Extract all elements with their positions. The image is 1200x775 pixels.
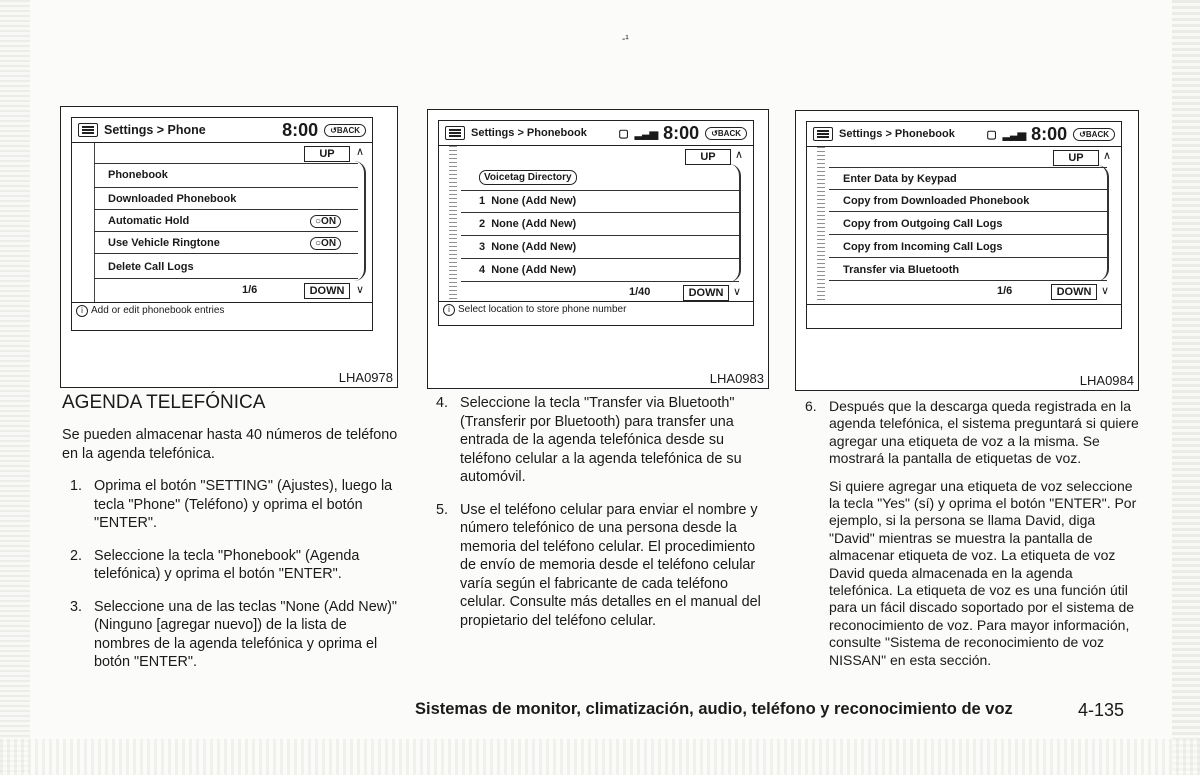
step-text: Oprima el botón "SETTING" (Ajustes), luego la tecla "Phone" (Teléfono) y oprima el botón "ENTER". (94, 478, 393, 531)
down-arrow-icon[interactable]: ∨ (1101, 285, 1110, 297)
step-5 (436, 501, 768, 631)
down-arrow-icon[interactable]: ∨ (733, 286, 742, 298)
signal-icon: ▂▃▅ (634, 127, 658, 140)
divider (461, 190, 739, 191)
toggle-label: ON (321, 238, 337, 249)
scrollbar[interactable] (354, 161, 366, 281)
page-indicator: 1/40 (629, 286, 651, 298)
step-number: 1. (70, 478, 83, 494)
step-text: Seleccione la tecla "Phonebook" (Agenda telefónica) y oprima el botón "ENTER". (94, 547, 360, 582)
step-1 (62, 477, 398, 533)
divider (829, 280, 1107, 281)
menu-item-copy-from-outgoing-call-logs[interactable]: Copy from Outgoing Call Logs (843, 218, 1003, 230)
signal-icon: ▂▃▅ (1002, 128, 1026, 141)
screen-phone-settings (71, 117, 373, 331)
menu-item-use-vehicle-ringtone[interactable]: Use Vehicle Ringtone (108, 237, 220, 249)
phone-icon: ▢ (986, 128, 997, 141)
step-number: 3. (70, 598, 83, 615)
toggle-label: ON (321, 216, 337, 227)
divider (94, 253, 358, 254)
menu-item-downloaded-phonebook[interactable]: Downloaded Phonebook (108, 193, 237, 205)
page-number: 4-135 (1078, 700, 1125, 720)
step-text: Después que la descarga queda registrada en la agenda telefónica, el sistema preguntará si quiere agregar una etiqueta de voz a la misma. Se mostrará la pantalla de etiquetas de voz. (829, 398, 1139, 467)
clock: 8:00 (663, 122, 700, 143)
menu-icon (445, 126, 465, 140)
scrollbar[interactable] (729, 164, 741, 282)
menu-item-delete-call-logs[interactable]: Delete Call Logs (108, 261, 194, 273)
hint-bar (807, 304, 1121, 329)
screen-header (72, 118, 372, 143)
screen-body (807, 147, 1121, 303)
page-footer-title: Sistemas de monitor, climatización, audio, teléfono y reconocimiento de voz (415, 700, 1013, 718)
figure-phone-settings (60, 106, 398, 388)
figure-phonebook-add (795, 110, 1139, 391)
page-indicator: 1/6 (997, 285, 1013, 297)
step-number: 6. (805, 398, 817, 414)
down-button[interactable]: DOWN (1051, 284, 1097, 300)
back-button[interactable]: ↺BACK (1073, 128, 1115, 141)
column-1-text (62, 426, 398, 672)
figure-id: LHA0978 (338, 370, 393, 385)
up-button[interactable]: UP (1053, 150, 1099, 166)
hint-bar (439, 301, 753, 318)
menu-item-automatic-hold[interactable]: Automatic Hold (108, 215, 190, 227)
phonebook-entry[interactable]: 4 None (Add New) (479, 264, 577, 276)
step-text: Seleccione la tecla "Transfer via Bluetooth" (Transferir por Bluetooth) para transfer una entrada de la agenda telefónica desde su teléfono celular a la agenda telefónica de su automóvil. (460, 395, 742, 485)
step-6 (805, 398, 1139, 468)
voicetag-directory-button[interactable]: Voicetag Directory (479, 170, 577, 185)
hint-bar (72, 302, 372, 319)
phonebook-entry[interactable]: 3 None (Add New) (479, 241, 577, 253)
breadcrumb: Settings > Phonebook (839, 128, 955, 140)
back-label: BACK (336, 125, 360, 135)
info-icon: i (443, 304, 455, 316)
clock: 8:00 (1031, 123, 1068, 144)
divider (94, 163, 358, 164)
clock: 8:00 (282, 119, 319, 140)
screen-header (807, 122, 1121, 147)
up-arrow-icon[interactable]: ∧ (356, 146, 365, 158)
phone-icon: ▢ (618, 127, 629, 140)
up-arrow-icon[interactable]: ∧ (735, 149, 744, 161)
phonebook-entry[interactable]: 1 None (Add New) (479, 195, 577, 207)
left-rail (449, 146, 457, 302)
divider (94, 231, 358, 232)
divider (829, 234, 1107, 235)
up-arrow-icon[interactable]: ∧ (1103, 150, 1112, 162)
left-rail (94, 143, 95, 303)
menu-item-copy-from-downloaded-phonebook[interactable]: Copy from Downloaded Phonebook (843, 195, 1030, 207)
figure-phonebook (427, 109, 769, 389)
divider (94, 187, 358, 188)
step-2 (62, 547, 398, 584)
menu-item-enter-data-by-keypad[interactable]: Enter Data by Keypad (843, 173, 957, 185)
divider (94, 209, 358, 210)
menu-icon (78, 123, 98, 137)
screen-phonebook (438, 120, 754, 326)
down-arrow-icon[interactable]: ∨ (356, 284, 365, 296)
back-label: BACK (717, 128, 741, 138)
screen-body (439, 146, 753, 302)
step-6-detail: Si quiere agregar una etiqueta de voz seleccione la tecla "Yes" (sí) y oprima el botón "ENTER". Por ejemplo, si la persona se llama David, diga "David" mientras se muestra la pantalla de almacenar etiqueta de voz. La etiqueta de voz David queda almacenada en la agenda telefónica. La etiqueta de voz es una función útil para un fácil discado soportado por el sistema de reconocimiento de voz. Para mayor información, consulte "Sistema de reconocimiento de voz NISSAN" en esta sección. (829, 477, 1137, 668)
step-text: Use el teléfono celular para enviar el nombre y número telefónico de una persona desde la memoria del teléfono celular. El procedimiento de envío de memoria desde el teléfono celular varía según el fabricante de cada teléfono celular. Consulte más detalles en el manual del propietario del teléfono celular. (460, 501, 761, 629)
left-rail (817, 147, 825, 303)
divider (461, 258, 739, 259)
page-indicator: 1/6 (242, 284, 258, 296)
scan-edge-right (1172, 0, 1200, 775)
section-title: AGENDA TELEFÓNICA (62, 392, 266, 413)
down-button[interactable]: DOWN (304, 283, 350, 299)
menu-item-transfer-via-bluetooth[interactable]: Transfer via Bluetooth (843, 264, 960, 276)
step-number: 4. (436, 395, 449, 411)
breadcrumb: Settings > Phonebook (471, 127, 587, 139)
screen-phonebook-add (806, 121, 1122, 329)
divider (461, 212, 739, 213)
scan-mark: -¹ (622, 34, 629, 45)
scrollbar[interactable] (1097, 165, 1109, 281)
automatic-hold-toggle[interactable]: ○ON (310, 215, 341, 228)
step-number: 2. (70, 547, 83, 564)
phonebook-entry[interactable]: 2 None (Add New) (479, 218, 577, 230)
intro-paragraph: Se pueden almacenar hasta 40 números de teléfono en la agenda telefónica. (62, 427, 398, 462)
menu-icon (813, 127, 833, 141)
hint-text: Add or edit phonebook entries (91, 305, 225, 316)
down-button[interactable]: DOWN (683, 285, 729, 301)
scan-edge-bottom (0, 739, 1200, 775)
menu-item-phonebook[interactable]: Phonebook (108, 169, 168, 181)
divider (829, 211, 1107, 212)
figure-id: LHA0984 (1079, 373, 1134, 388)
column-2-text (436, 394, 768, 630)
figure-id: LHA0983 (709, 371, 764, 386)
divider (94, 278, 358, 279)
step-3 (62, 598, 398, 672)
menu-item-copy-from-incoming-call-logs[interactable]: Copy from Incoming Call Logs (843, 241, 1003, 253)
screen-header (439, 121, 753, 146)
back-button[interactable]: ↺BACK (705, 127, 747, 140)
back-label: BACK (1085, 129, 1109, 139)
back-button[interactable]: ↺BACK (324, 124, 366, 137)
divider (829, 257, 1107, 258)
step-number: 5. (436, 501, 449, 518)
divider (829, 167, 1107, 168)
up-button[interactable]: UP (304, 146, 350, 162)
hint-text: Select location to store phone number (458, 304, 627, 315)
divider (461, 281, 739, 282)
column-3-text (805, 398, 1139, 669)
info-icon: i (76, 305, 88, 317)
step-text: Seleccione una de las teclas "None (Add New)" (Ninguno [agregar nuevo]) de la lista de nombres de la agenda telefónica y oprima el botón "ENTER". (94, 598, 397, 670)
scan-edge-left (0, 0, 30, 775)
divider (829, 189, 1107, 190)
screen-body (72, 143, 372, 303)
divider (461, 235, 739, 236)
ringtone-toggle[interactable]: ○ON (310, 237, 341, 250)
up-button[interactable]: UP (685, 149, 731, 165)
step-4 (436, 394, 768, 487)
breadcrumb: Settings > Phone (104, 123, 206, 137)
